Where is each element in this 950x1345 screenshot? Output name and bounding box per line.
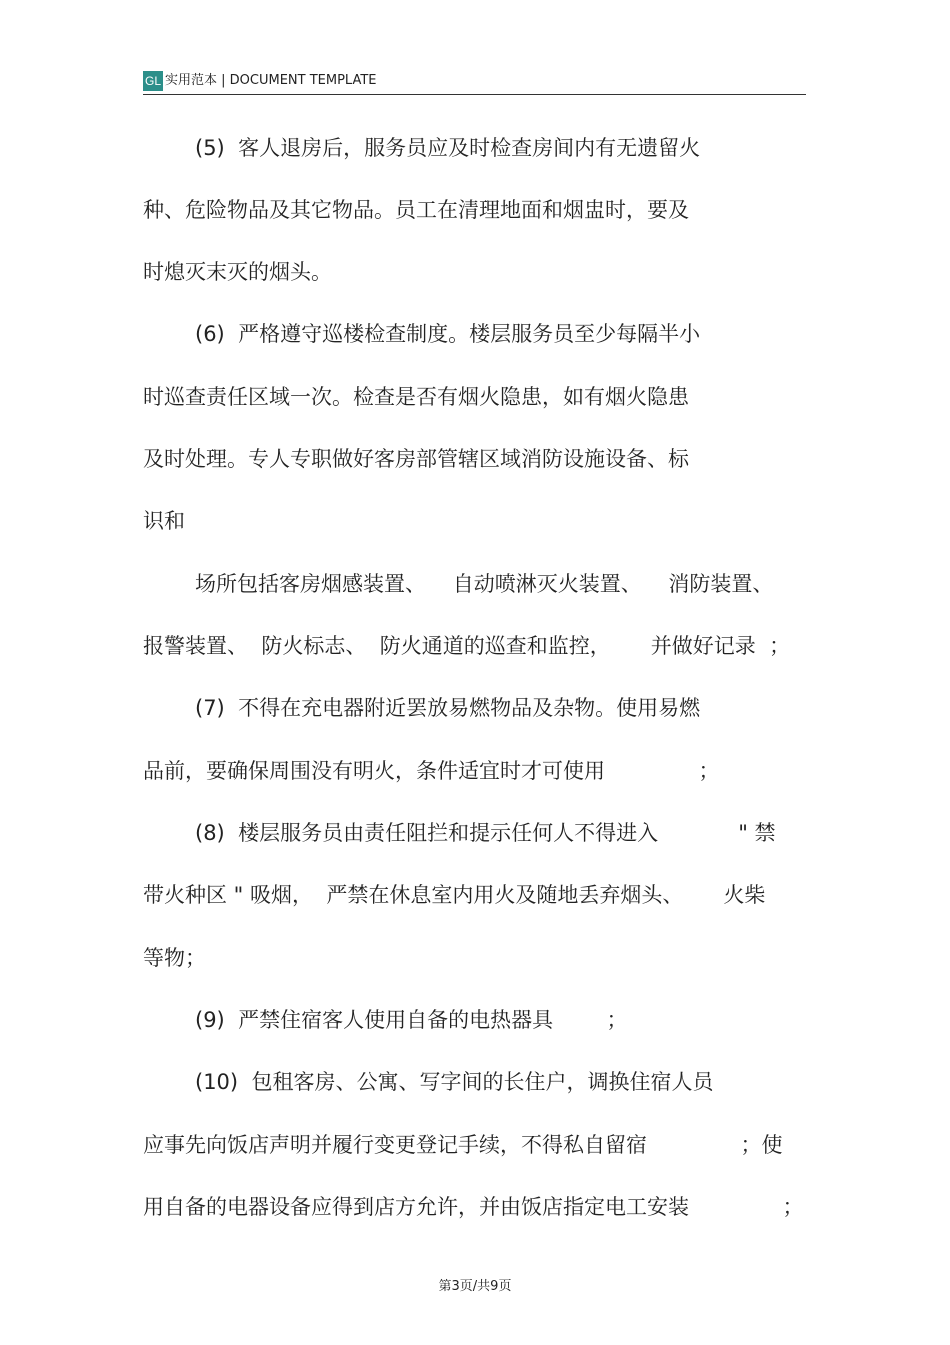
body-line: 等物； (143, 946, 206, 970)
body-line: (9) 严禁住宿客人使用自备的电热器具 ； (195, 1008, 628, 1032)
body-line: (6) 严格遵守巡楼检查制度。楼层服务员至少每隔半小 (195, 322, 701, 346)
body-line: 时巡查责任区域一次。检查是否有烟火隐患，如有烟火隐患 (143, 385, 689, 409)
body-line: 识和 (143, 509, 185, 533)
body-line: 时熄灭末灭的烟头。 (143, 260, 332, 284)
body-line: 种、危险物品及其它物品。员工在清理地面和烟盅时，要及 (143, 198, 689, 222)
body-line: 品前，要确保周围没有明火，条件适宜时才可使用 ； (143, 759, 720, 783)
body-line: 场所包括客房烟感装置、 自动喷淋灭火装置、 消防装置、 (195, 572, 774, 596)
gl-logo: GL (143, 71, 163, 91)
page-number: 第3页/共9页 (438, 1279, 512, 1294)
body-line: (5) 客人退房后，服务员应及时检查房间内有无遗留火 (195, 136, 701, 160)
body-line: (8) 楼层服务员由责任阻拦和提示任何人不得进入 " 禁 (195, 821, 776, 845)
body-line: 报警装置、 防火标志、 防火通道的巡查和监控， 并做好记录 ； (143, 634, 791, 658)
document-header (143, 68, 806, 95)
header-title: 实用范本 | DOCUMENT TEMPLATE (165, 73, 377, 88)
body-line: 应事先向饭店声明并履行变更登记手续，不得私自留宿 ；使 (143, 1133, 783, 1157)
body-line: 带火种区 " 吸烟， 严禁在休息室内用火及随地丢弃烟头、 火柴 (143, 883, 766, 907)
body-line: 用自备的电器设备应得到店方允许，并由饭店指定电工安装 ； (143, 1195, 804, 1219)
body-line: (10) 包租客房、公寓、写字间的长住户，调换住宿人员 (195, 1070, 714, 1094)
body-line: 及时处理。专人专职做好客房部管辖区域消防设施设备、标 (143, 447, 689, 471)
body-line: (7) 不得在充电器附近罢放易燃物品及杂物。使用易燃 (195, 696, 701, 720)
